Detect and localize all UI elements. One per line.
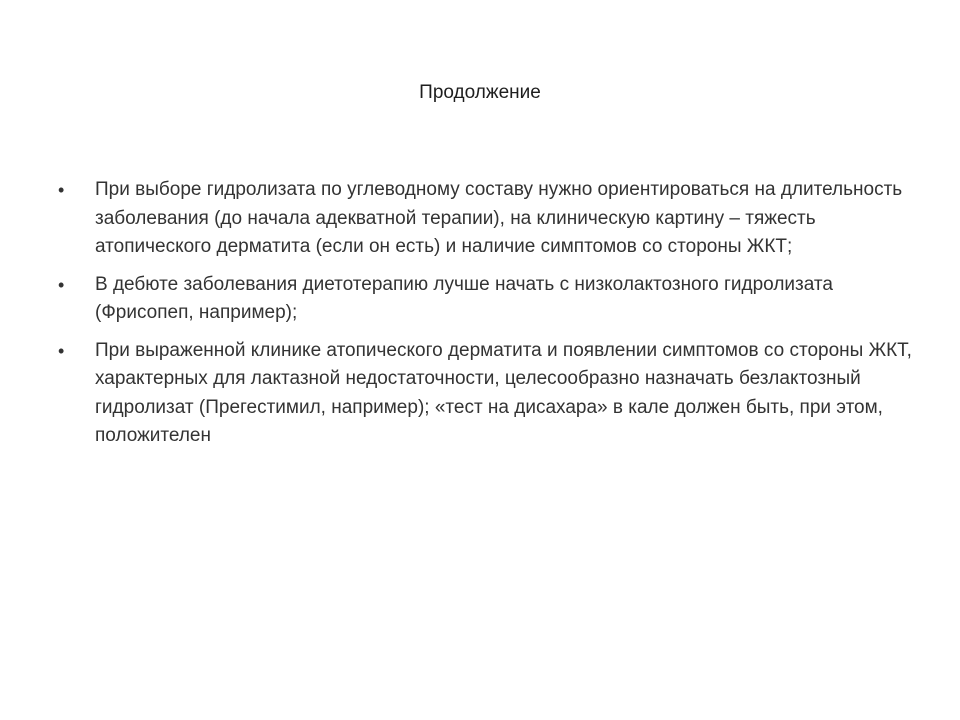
bullet-dot-icon: • (58, 180, 65, 200)
bullet-text: В дебюте заболевания диетотерапию лучше начать с низколактозного гидролизата (Фрисопеп, например); (95, 273, 833, 323)
bullet-item (58, 176, 918, 262)
bullet-text: При выраженной клинике атопического дерматита и появлении симптомов со стороны ЖКТ, характерных для лактазной недостаточности, целесообразно назначать безлактозный гидролизат (Прегестимил, например); «тест на дисахара» в кале должен быть, при этом, положителен (95, 339, 912, 446)
bullet-dot-icon: • (58, 274, 65, 295)
bullet-text: При выборе гидролизата по углеводному составу нужно ориентироваться на длительность заболевания (до начала адекватной терапии), на клиническую картину – тяжесть атопического дерматита (если он есть) и наличие симптомов со стороны ЖКТ; (95, 179, 903, 257)
bullet-item (58, 337, 918, 451)
bullet-item (58, 271, 918, 328)
bullet-dot-icon: • (58, 340, 65, 361)
slide-title: Продолжение (419, 82, 541, 103)
bullet-list (58, 176, 918, 460)
